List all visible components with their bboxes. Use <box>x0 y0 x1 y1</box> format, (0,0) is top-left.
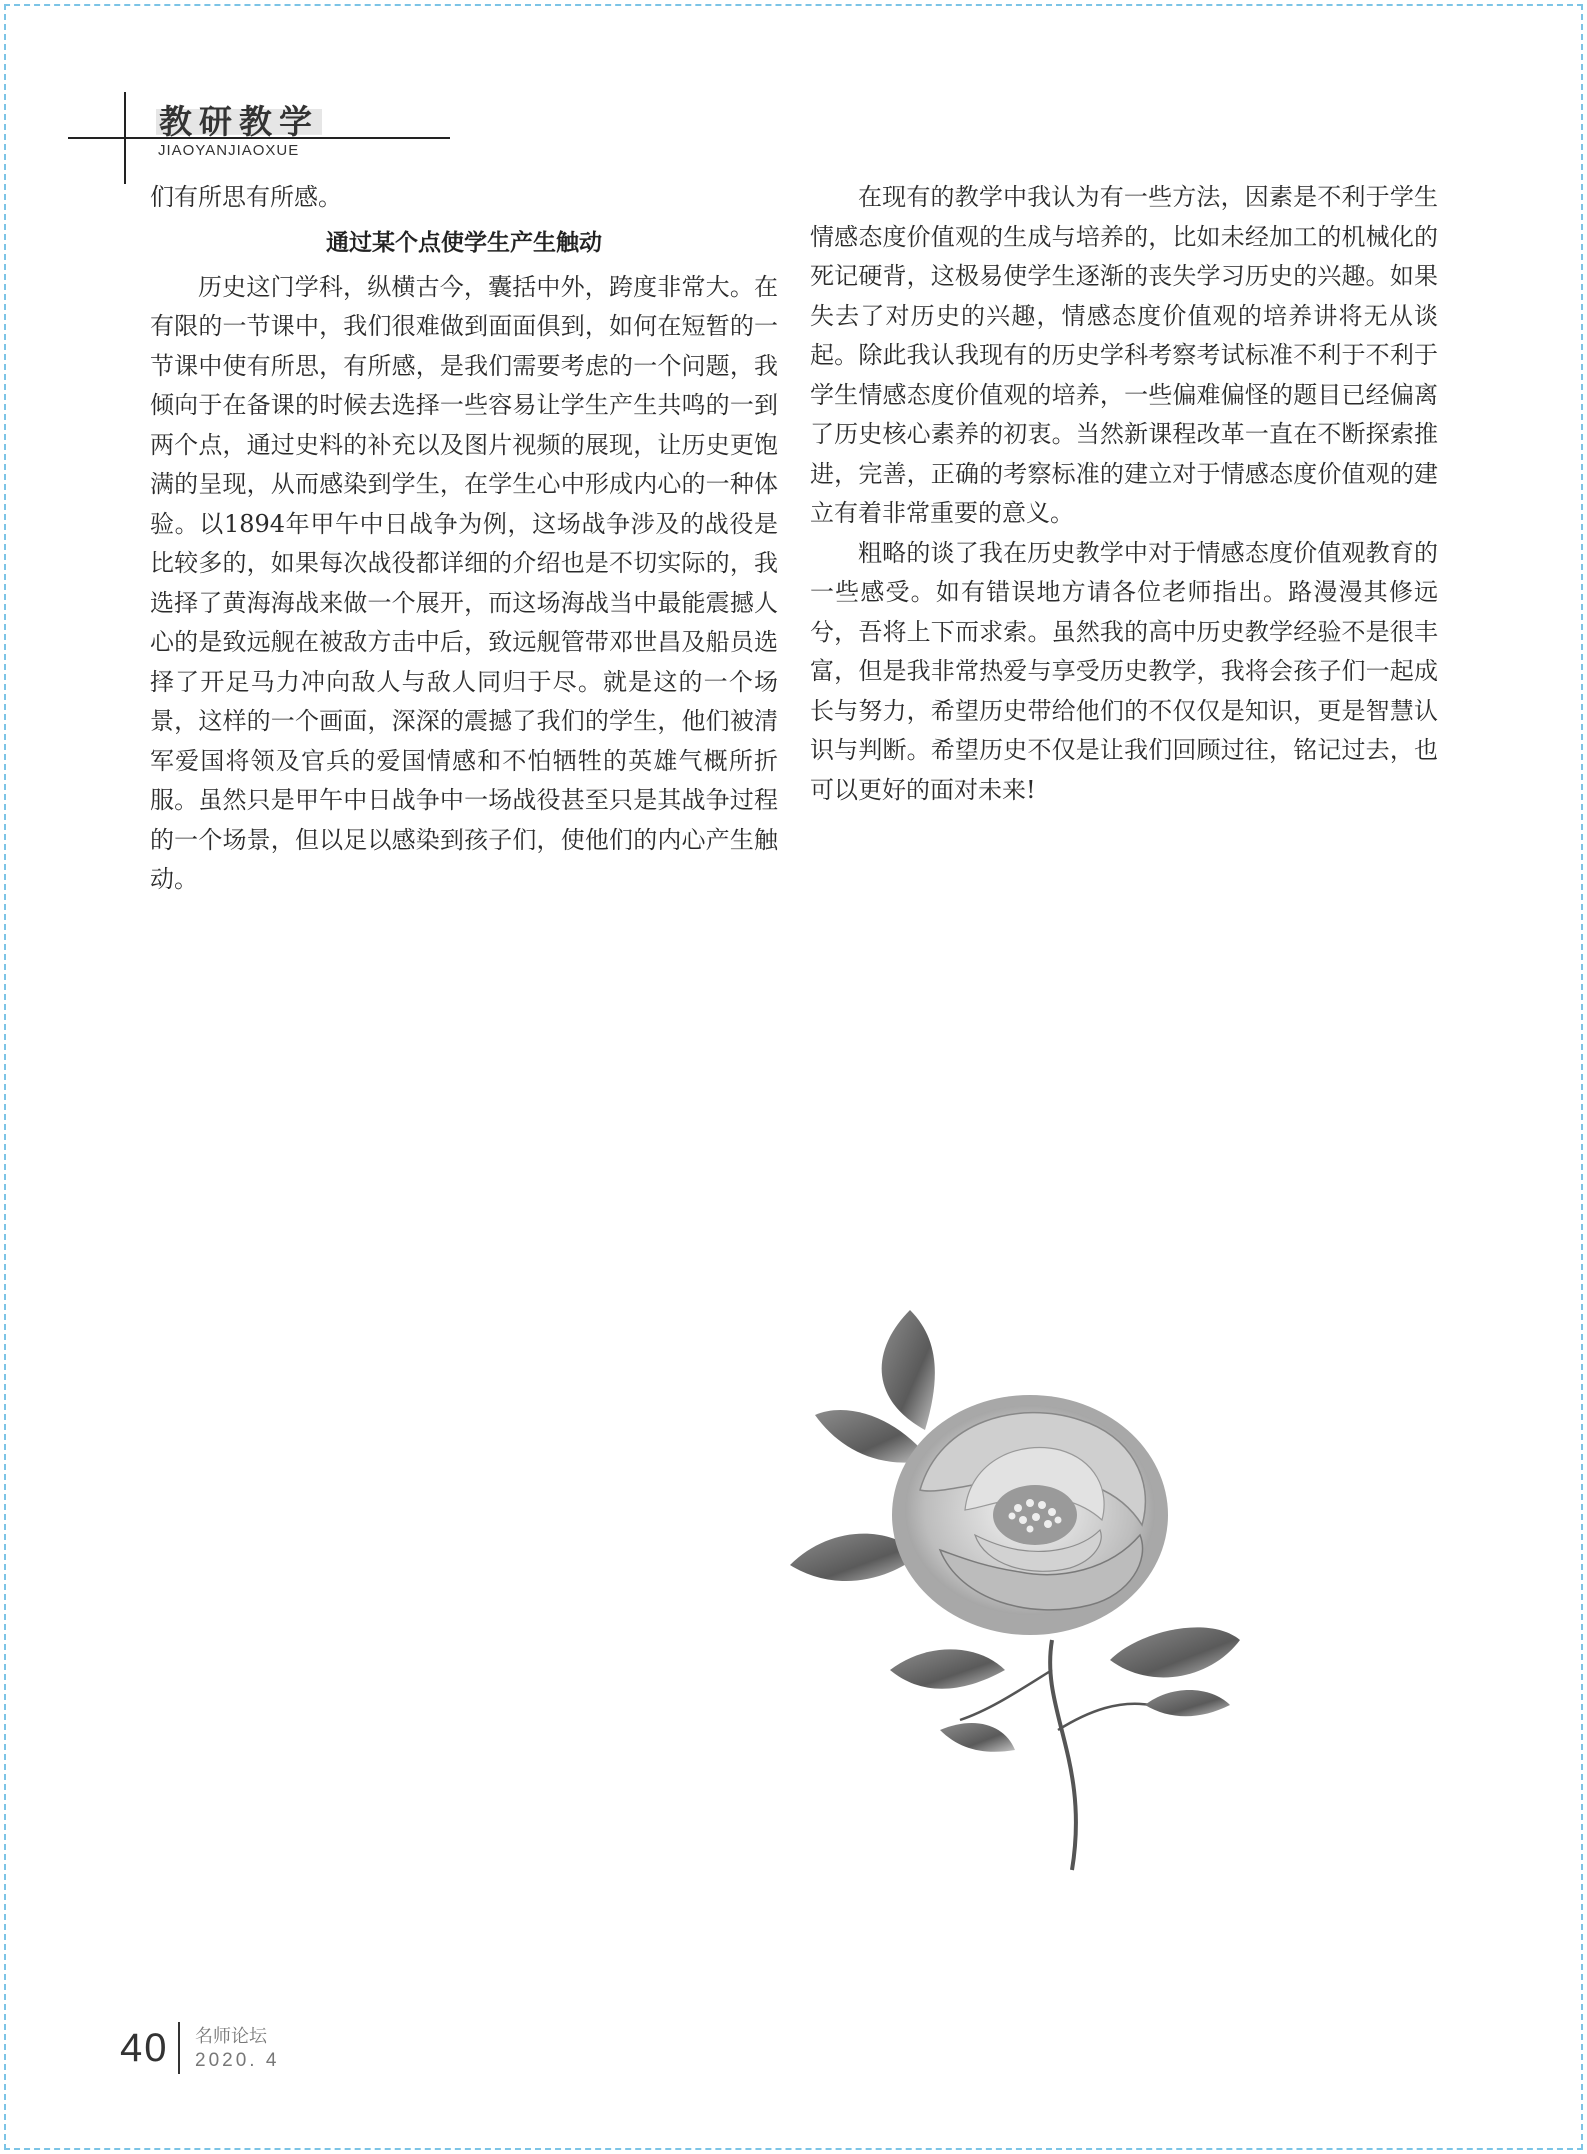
section-subtitle: JIAOYANJIAOXUE <box>158 142 300 159</box>
footer-separator <box>178 2022 180 2074</box>
carryover-paragraph: 们有所思有所感。 <box>150 183 342 211</box>
section-title: 教研教学 <box>156 96 322 143</box>
magazine-name: 名师论坛 <box>195 2026 267 2047</box>
body-paragraph: 粗略的谈了我在历史教学中对于情感态度价值观教育的一些感受。如有错误地方请各位老师指出。路漫漫其修远兮，吾将上下而求索。虽然我的高中历史教学经验不是很丰富，但是我非常热爱与享受历史教学，我将会孩子们一起成长与努力，希望历史带给他们的不仅仅是知识，更是智慧认识与判断。希望历史不仅是让我们回顾过往，铭记过去，也可以更好的面对未来! <box>810 538 1438 804</box>
body-paragraph: 在现有的教学中我认为有一些方法，因素是不利于学生情感态度价值观的生成与培养的，比如未经加工的机械化的死记硬背，这极易使学生逐渐的丧失学习历史的兴趣。如果失去了对历史的兴趣，情感态度价值观的培养讲将无从谈起。除此我认我现有的历史学科考察考试标准不利于不利于学生情感态度价值观的培养，一些偏难偏怪的题目已经偏离了历史核心素养的初衷。当然新课程改革一直在不断探索推进，完善，正确的考察标准的建立对于情感态度价值观的建立有着非常重要的意义。 <box>810 183 1438 527</box>
left-column <box>150 178 778 900</box>
page-number: 40 <box>120 2026 169 2070</box>
body-paragraph: 历史这门学科，纵横古今，囊括中外，跨度非常大。在有限的一节课中，我们很难做到面面俱到，如何在短暂的一节课中使有所思，有所感，是我们需要考虑的一个问题，我倾向于在备课的时候去选择一些容易让学生产生共鸣的一到两个点，通过史料的补充以及图片视频的展现，让历史更饱满的呈现，从而感染到学生，在学生心中形成内心的一种体验。以1894年甲午中日战争为例，这场战争涉及的战役是比较多的，如果每次战役都详细的介绍也是不切实际的，我选择了黄海海战来做一个展开，而这场海战当中最能震撼人心的是致远舰在被敌方击中后，致远舰管带邓世昌及船员选择了开足马力冲向敌人与敌人同归于尽。就是这的一个场景，这样的一个画面，深深的震撼了我们的学生，他们被清军爱国将领及官兵的爱国情感和不怕牺牲的英雄气概所折服。虽然只是甲午中日战争中一场战役甚至只是其战争过程的一个场景，但以足以感染到孩子们，使他们的内心产生触动。 <box>150 272 778 893</box>
section-heading: 通过某个点使学生产生触动 <box>326 229 602 256</box>
issue-date: 2020. 4 <box>195 2050 280 2071</box>
right-column <box>810 178 1438 810</box>
peony-illustration <box>790 1310 1260 1880</box>
